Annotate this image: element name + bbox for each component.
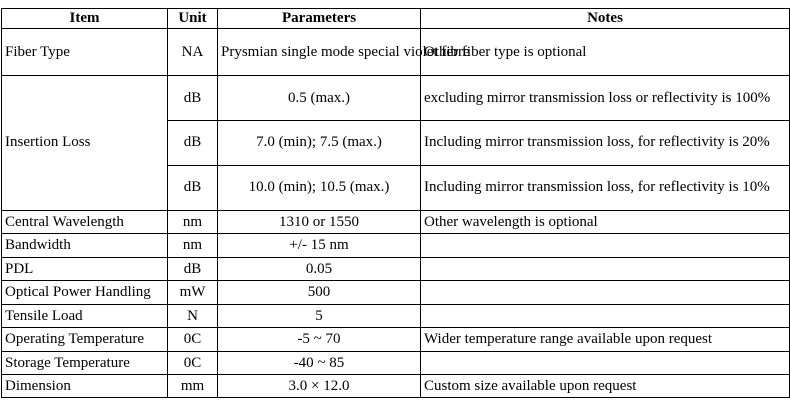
unit-cell: dB (168, 76, 218, 121)
unit-cell: nm (168, 210, 218, 234)
notes-cell (421, 281, 790, 305)
param-cell: 7.0 (min); 7.5 (max.) (218, 120, 421, 165)
header-item: Item (2, 9, 168, 29)
item-cell: Fiber Type (2, 29, 168, 76)
item-cell: Tensile Load (2, 304, 168, 328)
notes-cell (421, 351, 790, 375)
unit-cell: nm (168, 234, 218, 258)
unit-cell: dB (168, 257, 218, 281)
param-cell: 500 (218, 281, 421, 305)
param-cell: 5 (218, 304, 421, 328)
item-cell: Central Wavelength (2, 210, 168, 234)
item-cell: PDL (2, 257, 168, 281)
item-cell: Operating Temperature (2, 328, 168, 352)
item-cell: Bandwidth (2, 234, 168, 258)
table-row-tensile-load (2, 304, 790, 328)
unit-cell: dB (168, 165, 218, 210)
param-cell: -5 ~ 70 (218, 328, 421, 352)
unit-cell: mm (168, 375, 218, 398)
param-cell: 0.5 (max.) (218, 76, 421, 121)
table-row-dimension (2, 375, 790, 398)
item-cell-insertion-loss: Insertion Loss (2, 76, 168, 211)
param-cell: 3.0 × 12.0 (218, 375, 421, 398)
unit-cell: 0C (168, 351, 218, 375)
item-cell: Storage Temperature (2, 351, 168, 375)
param-cell: -40 ~ 85 (218, 351, 421, 375)
spec-table (1, 8, 790, 398)
header-row (2, 9, 790, 29)
param-cell: Prysmian single mode special violet fibre (218, 29, 421, 76)
notes-cell: Wider temperature range available upon request (421, 328, 790, 352)
notes-cell (421, 304, 790, 328)
table-row-storage-temperature (2, 351, 790, 375)
param-cell: 0.05 (218, 257, 421, 281)
notes-cell: Custom size available upon request (421, 375, 790, 398)
unit-cell: NA (168, 29, 218, 76)
item-cell: Optical Power Handling (2, 281, 168, 305)
table-row-insertion-loss-1 (2, 76, 790, 121)
unit-cell: N (168, 304, 218, 328)
notes-cell: excluding mirror transmission loss or reflectivity is 100% (421, 76, 790, 121)
table-row-pdl (2, 257, 790, 281)
notes-cell: Including mirror transmission loss, for reflectivity is 20% (421, 120, 790, 165)
notes-cell: Other fiber type is optional (421, 29, 790, 76)
param-cell: 10.0 (min); 10.5 (max.) (218, 165, 421, 210)
notes-cell: Other wavelength is optional (421, 210, 790, 234)
param-cell: +/- 15 nm (218, 234, 421, 258)
header-unit: Unit (168, 9, 218, 29)
unit-cell: mW (168, 281, 218, 305)
header-notes: Notes (421, 9, 790, 29)
header-parameters: Parameters (218, 9, 421, 29)
item-cell: Dimension (2, 375, 168, 398)
table-row-operating-temperature (2, 328, 790, 352)
table-row-bandwidth (2, 234, 790, 258)
param-cell: 1310 or 1550 (218, 210, 421, 234)
table-row-fiber-type (2, 29, 790, 76)
unit-cell: dB (168, 120, 218, 165)
unit-cell: 0C (168, 328, 218, 352)
notes-cell: Including mirror transmission loss, for reflectivity is 10% (421, 165, 790, 210)
notes-cell (421, 257, 790, 281)
table-row-optical-power (2, 281, 790, 305)
notes-cell (421, 234, 790, 258)
table-row-central-wavelength (2, 210, 790, 234)
